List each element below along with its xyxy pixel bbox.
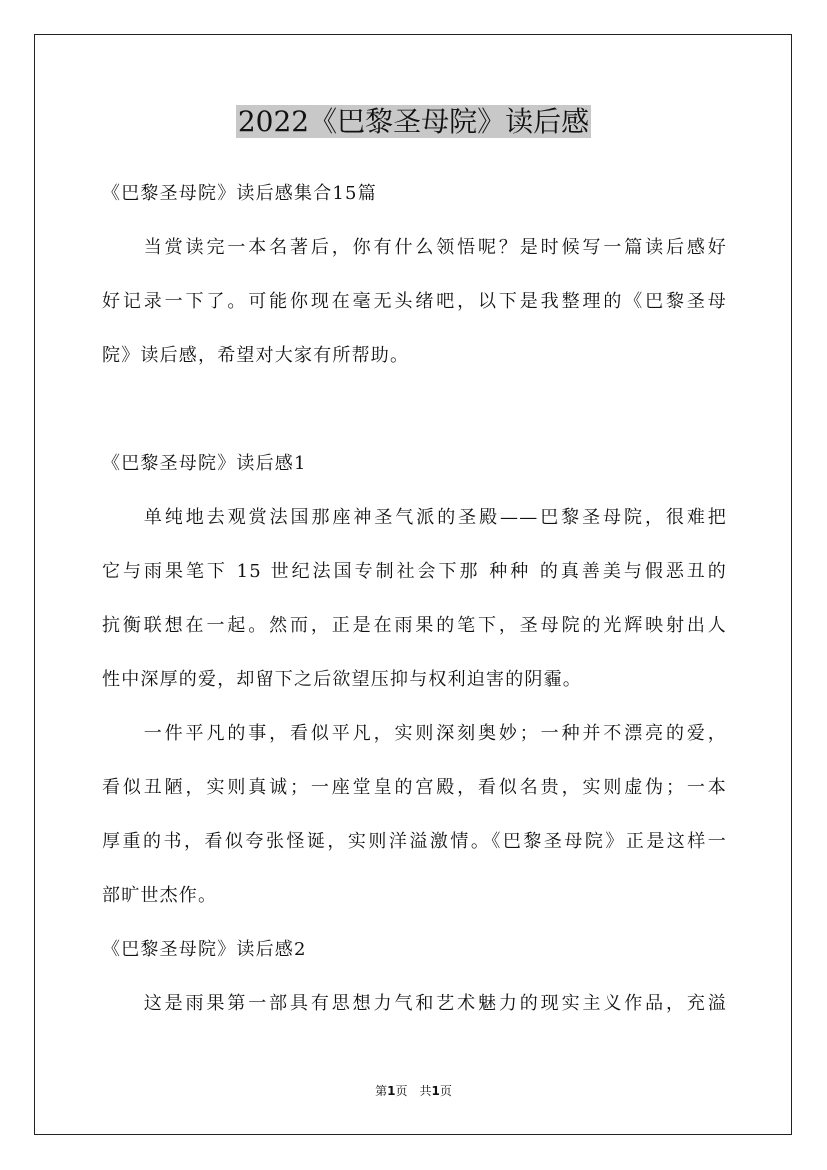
paragraph-line: 单纯地去观赏法国那座神圣气派的圣殿——巴黎圣母院，很难把 bbox=[102, 507, 727, 528]
paragraph-line: 抗衡联想在一起。然而，正是在雨果的笔下，圣母院的光辉映射出人 bbox=[102, 615, 727, 636]
footer-prefix: 第 bbox=[375, 1084, 388, 1098]
page-footer bbox=[0, 1083, 827, 1099]
intro-line-1: 当赏读完一本名著后，你有什么领悟呢？是时候写一篇读后感好 bbox=[102, 237, 727, 258]
footer-mid: 页 共 bbox=[395, 1084, 432, 1098]
footer-suffix: 页 bbox=[439, 1084, 452, 1098]
collection-heading: 《巴黎圣母院》读后感集合15篇 bbox=[102, 183, 377, 204]
footer-page-total: 1 bbox=[431, 1084, 440, 1098]
section-heading-2: 《巴黎圣母院》读后感2 bbox=[102, 939, 307, 960]
intro-line-2: 好记录一下了。可能你现在毫无头绪吧，以下是我整理的《巴黎圣母 bbox=[102, 291, 727, 312]
document-title bbox=[0, 102, 827, 142]
paragraph-line: 看似丑陋，实则真诚；一座堂皇的宫殿，看似名贵，实则虚伪；一本 bbox=[102, 777, 727, 798]
intro-line-3: 院》读后感，希望对大家有所帮助。 bbox=[102, 345, 410, 366]
paragraph-line: 一件平凡的事，看似平凡，实则深刻奥妙；一种并不漂亮的爱， bbox=[102, 723, 727, 744]
document-title-text: 2022《巴黎圣母院》读后感 bbox=[237, 105, 590, 138]
paragraph-line: 部旷世杰作。 bbox=[102, 885, 218, 906]
paragraph-line: 厚重的书，看似夸张怪诞，实则洋溢激情。《巴黎圣母院》正是这样一 bbox=[102, 831, 727, 852]
section-heading-1: 《巴黎圣母院》读后感1 bbox=[102, 453, 307, 474]
paragraph-line: 这是雨果第一部具有思想力气和艺术魅力的现实主义作品，充溢 bbox=[102, 993, 727, 1014]
paragraph-line: 它与雨果笔下 15 世纪法国专制社会下那 种种 的真善美与假恶丑的 bbox=[102, 561, 727, 582]
footer-page-current: 1 bbox=[387, 1084, 396, 1098]
paragraph-line: 性中深厚的爱，却留下之后欲望压抑与权利迫害的阴霾。 bbox=[102, 669, 582, 690]
